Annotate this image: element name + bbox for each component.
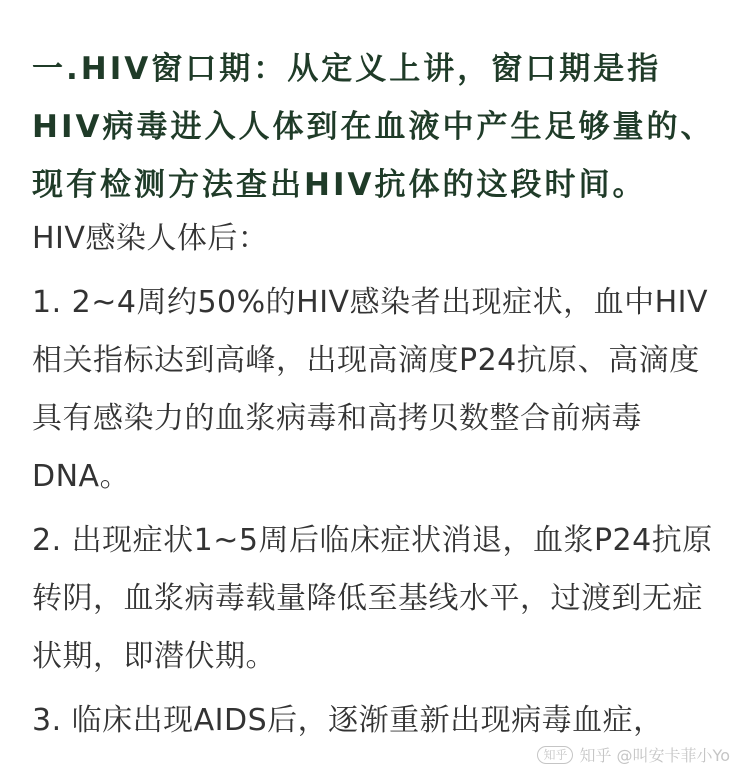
section-heading: 一.HIV窗口期：从定义上讲，窗口期是指HIV病毒进入人体到在血液中产生足够量的、现有检测方法查出HIV抗体的这段时间。 (32, 51, 715, 203)
list-item-1: 1. 2~4周约50%的HIV感染者出现症状，血中HIV相关指标达到高峰，出现高滴度P24抗原、高滴度具有感染力的血浆病毒和高拷贝数整合前病毒DNA。 (32, 285, 709, 494)
watermark-text: 知乎 @叫安卡菲小Yo (579, 746, 730, 765)
intro-text: HIV感染人体后： (32, 221, 269, 256)
list-item-2: 2. 出现症状1~5周后临床症状消退，血浆P24抗原转阴，血浆病毒载量降低至基线水平，过渡到无症状期，即潜伏期。 (32, 523, 713, 674)
list-item-3: 3. 临床出现AIDS后，逐渐重新出现病毒血症， (32, 703, 664, 738)
article-body (32, 40, 722, 750)
watermark (537, 743, 730, 766)
zhihu-logo-icon: 知乎 (537, 746, 573, 764)
